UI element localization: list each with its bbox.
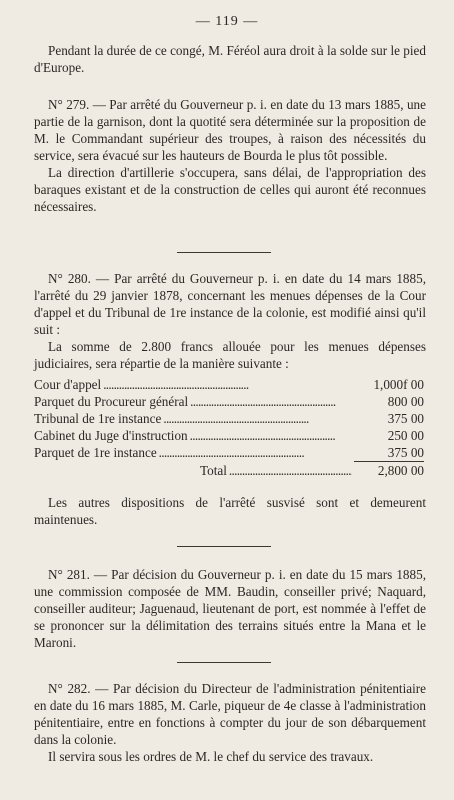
expense-label: Tribunal de 1re instance bbox=[34, 411, 162, 426]
expense-table bbox=[34, 376, 424, 478]
article-280 bbox=[34, 270, 426, 372]
expense-row bbox=[34, 393, 424, 410]
total-label: Total bbox=[200, 463, 227, 478]
expense-row bbox=[34, 376, 424, 393]
article-281 bbox=[34, 566, 426, 651]
article-282-text-2: Il servira sous les ordres de M. le chef du service des travaux. bbox=[48, 749, 374, 764]
article-280-text-2: La somme de 2.800 francs allouée pour les menues dépenses judiciaires, sera répartie de la manière suivante : bbox=[34, 339, 426, 371]
expense-amount: 800 00 bbox=[387, 394, 424, 409]
expense-amount: 250 00 bbox=[387, 428, 424, 443]
expense-row bbox=[34, 427, 424, 444]
article-280-closing bbox=[34, 494, 426, 528]
leader-dots bbox=[159, 444, 352, 461]
article-280-text-3: Les autres dispositions de l'arrêté susvisé sont et demeurent maintenues. bbox=[34, 495, 426, 527]
leader-dots bbox=[190, 427, 352, 444]
leader-dots bbox=[163, 410, 352, 427]
leader-dots bbox=[103, 376, 352, 393]
expense-row bbox=[34, 410, 424, 427]
total-amount: 2,800 00 bbox=[354, 461, 424, 478]
expense-label: Parquet de 1re instance bbox=[34, 445, 157, 460]
article-279-text: N° 279. — Par arrêté du Gouverneur p. i. en date du 13 mars 1885, une partie de la garnison, dont la quotité sera déterminée sur la proposition de M. le Commandant supérieur des troupes, à raison des nécessités du service, sera évacué sur les hauteurs de Bourda le plus tôt possible. bbox=[34, 97, 426, 163]
article-280-text: N° 280. — Par arrêté du Gouverneur p. i. en date du 14 mars 1885, l'arrêté du 29 janvier 1878, concernant les menues dépenses de la Cour d'appel et du Tribunal de 1re instance de la colonie, est modifié ainsi qu'il suit : bbox=[34, 271, 426, 337]
leader-dots bbox=[229, 462, 352, 478]
article-282-text: N° 282. — Par décision du Directeur de l'administration pénitentiaire en date du 16 mars 1885, M. Carle, piqueur de 4e classe à l'administration pénitentiaire, entre en fonctions à compter du jour de son débarquement dans la colonie. bbox=[34, 681, 426, 747]
page-number: — 119 — bbox=[195, 14, 259, 29]
section-divider bbox=[177, 546, 271, 547]
leader-dots bbox=[190, 393, 352, 410]
expense-amount: 375 00 bbox=[387, 445, 424, 460]
expense-label: Cabinet du Juge d'instruction bbox=[34, 428, 188, 443]
expense-label: Cour d'appel bbox=[34, 377, 102, 392]
article-282 bbox=[34, 680, 426, 765]
expense-row bbox=[34, 444, 424, 461]
article-279-text-2: La direction d'artillerie s'occupera, sans délai, de l'appropriation des baraques existant et de la construction de celles qui auront été reconnues nécessaires. bbox=[34, 165, 426, 214]
expense-amount: 375 00 bbox=[387, 411, 424, 426]
section-divider bbox=[177, 252, 271, 253]
expense-label: Parquet du Procureur général bbox=[34, 394, 189, 409]
expense-amount: 1,000f 00 bbox=[373, 377, 424, 392]
article-281-text: N° 281. — Par décision du Gouverneur p. i. en date du 15 mars 1885, une commission composée de MM. Baudin, conseiller privé; Naquard, conseiller auditeur; Jaguenaud, lieutenant de port, est nommée à l'effet de se prononcer sur la délimitation des terrains situés entre la Mana et le Maroni. bbox=[34, 567, 426, 650]
article-279 bbox=[34, 96, 426, 215]
continuation-paragraph bbox=[34, 42, 426, 76]
section-divider bbox=[177, 662, 271, 663]
paragraph-text: Pendant la durée de ce congé, M. Féréol aura droit à la solde sur le pied d'Europe. bbox=[34, 43, 426, 75]
total-row bbox=[34, 461, 424, 478]
